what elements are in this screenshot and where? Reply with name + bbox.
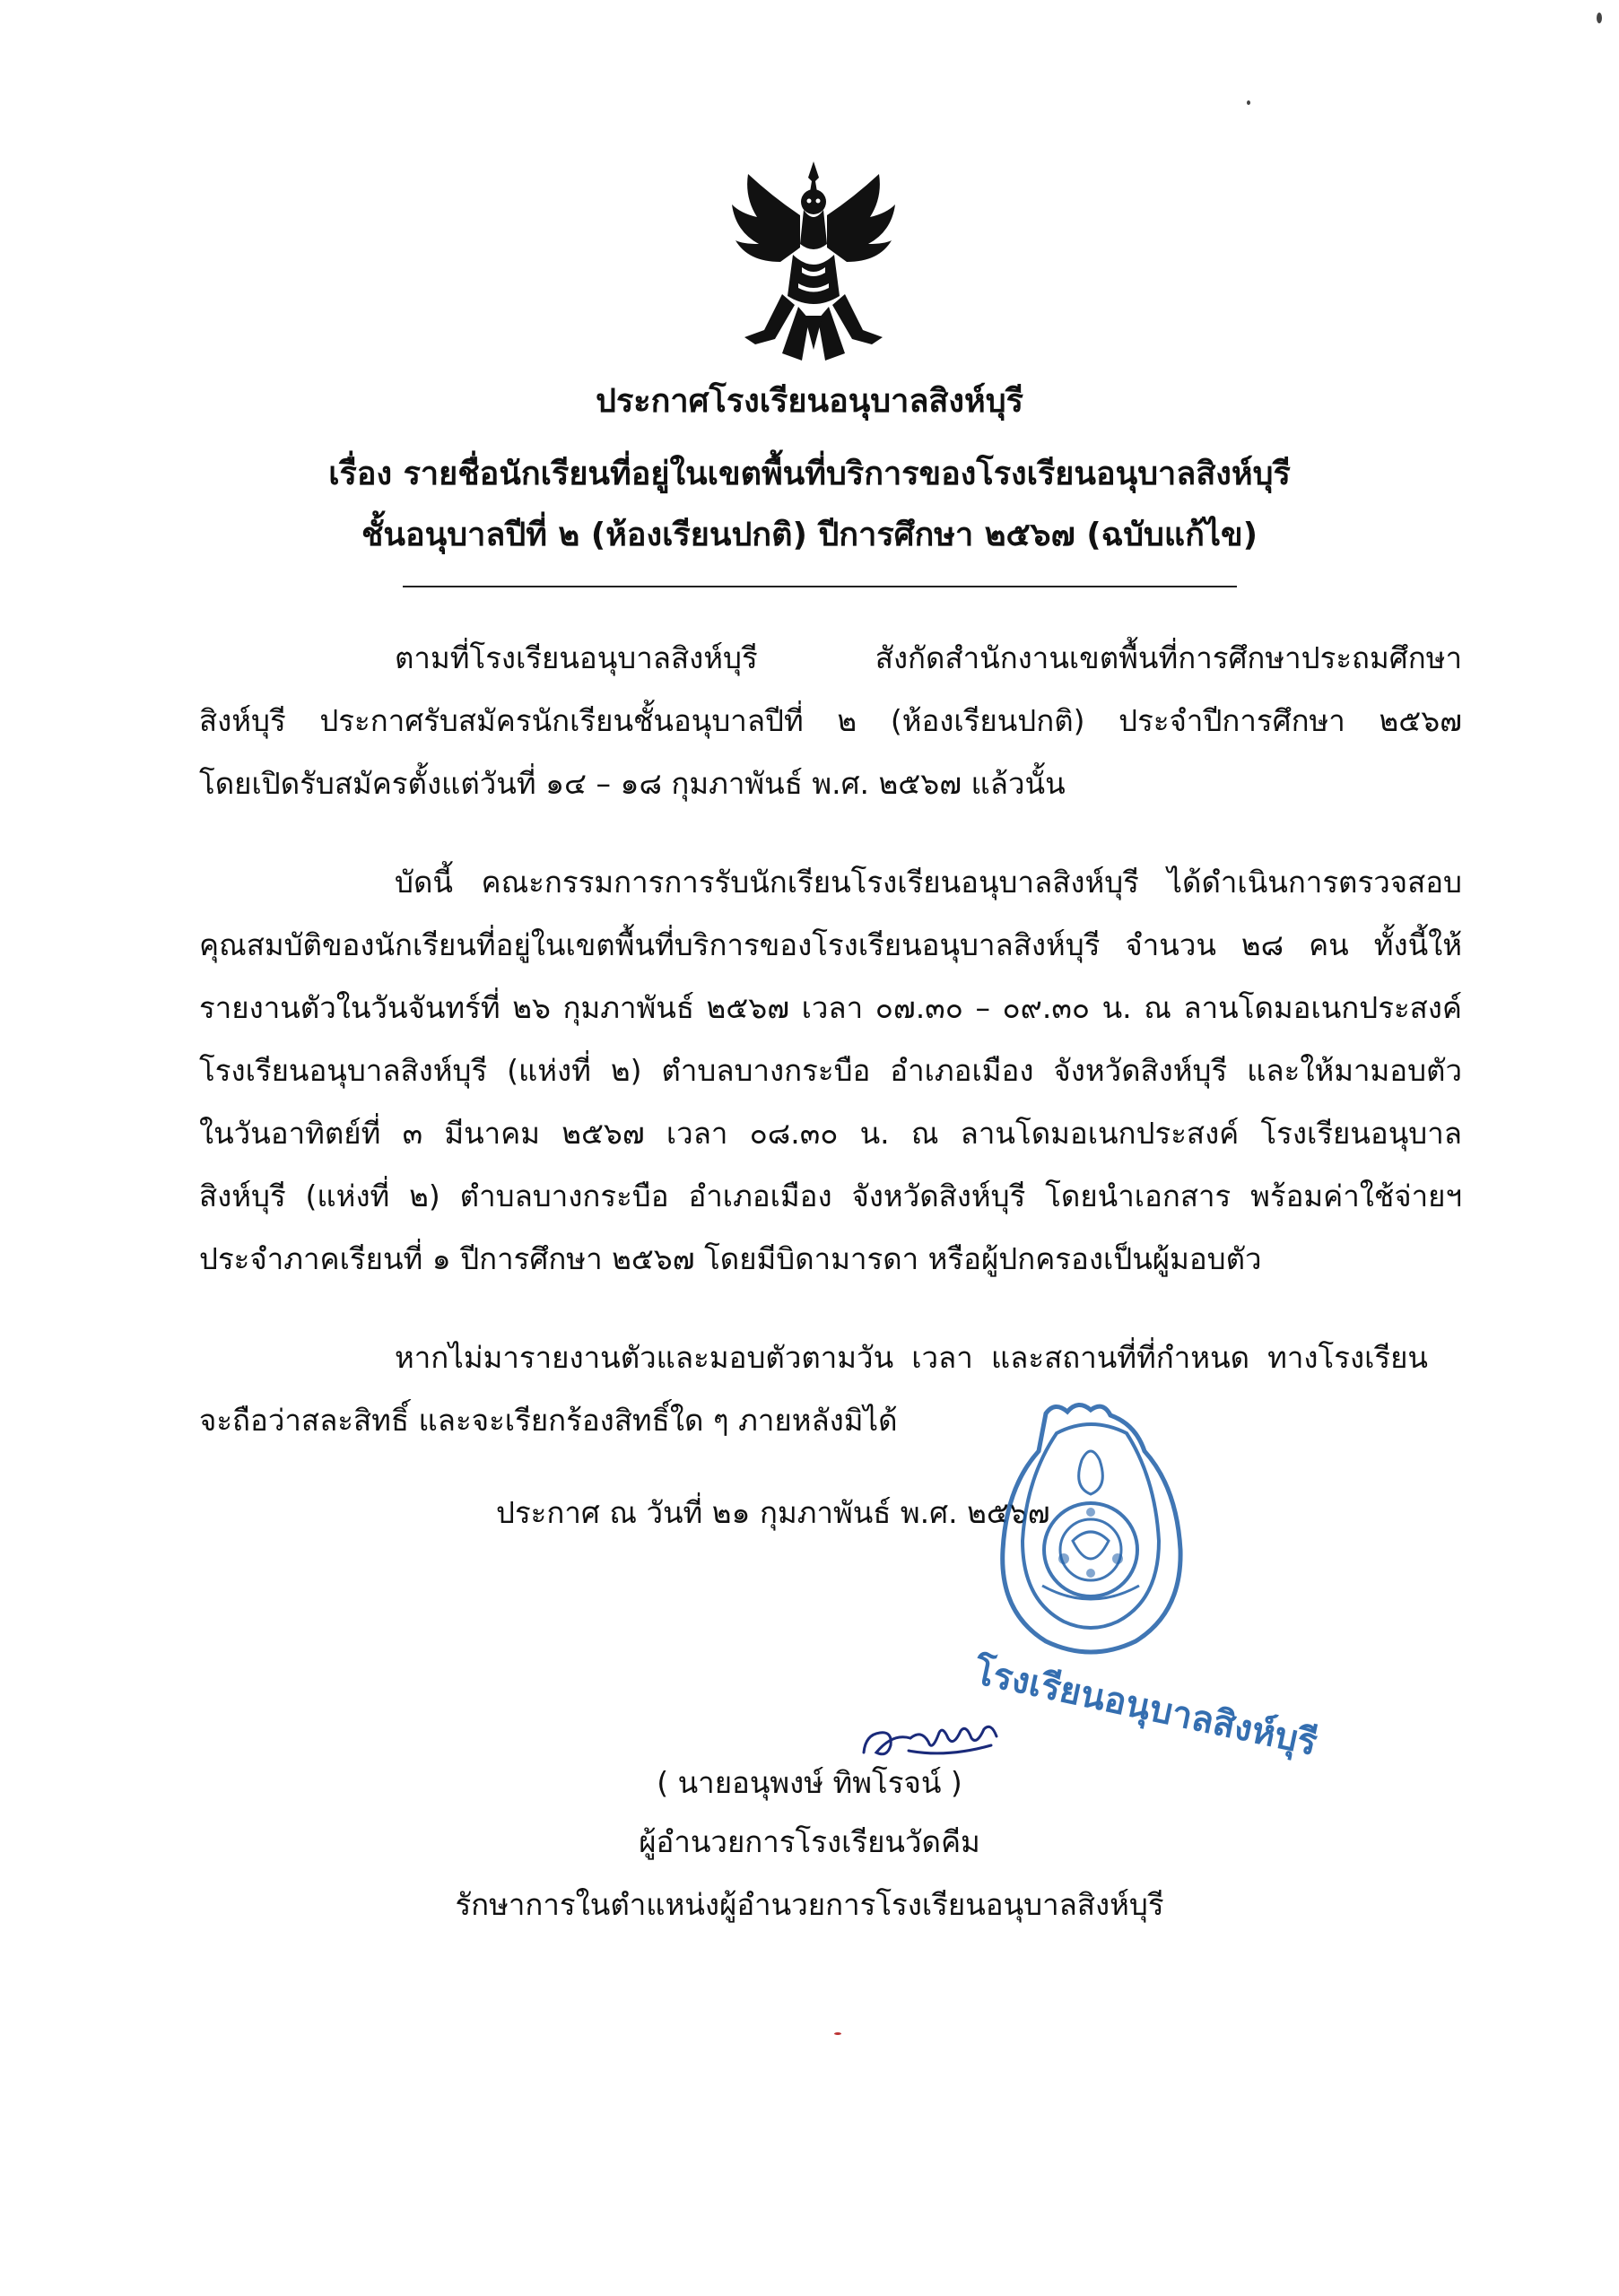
paragraph-2-line-2: คุณสมบัติของนักเรียนที่อยู่ในเขตพื้นที่บริการของโรงเรียนอนุบาลสิงห์บุรี จำนวน ๒๘ คน ทั้งนี้ให้: [199, 927, 1462, 962]
document-subtitle: ชั้นอนุบาลปีที่ ๒ (ห้องเรียนปกติ) ปีการศึกษา ๒๕๖๗ (ฉบับแก้ไข): [361, 517, 1258, 553]
title-divider: [403, 586, 1237, 587]
scan-speck: [1597, 13, 1602, 23]
document-subject: เรื่อง รายชื่อนักเรียนที่อยู่ในเขตพื้นที่บริการของโรงเรียนอนุบาลสิงห์บุรี: [328, 456, 1291, 492]
paragraph-2-line-1: บัดนี้ คณะกรรมการการรับนักเรียนโรงเรียนอนุบาลสิงห์บุรี ได้ดำเนินการตรวจสอบ: [395, 865, 1462, 900]
paragraph-3-line-2: จะถือว่าสละสิทธิ์ และจะเรียกร้องสิทธิ์ใด ๆ ภายหลังมิได้: [199, 1403, 898, 1438]
paragraph-1-line-3: โดยเปิดรับสมัครตั้งแต่วันที่ ๑๔ – ๑๘ กุมภาพันธ์ พ.ศ. ๒๕๖๗ แล้วนั้น: [199, 766, 1066, 801]
paragraph-1-line-1: ตามที่โรงเรียนอนุบาลสิงห์บุรี สังกัดสำนักงานเขตพื้นที่การศึกษาประถมศึกษา: [395, 640, 1462, 675]
announcement-date: ประกาศ ณ วันที่ ๒๑ กุมภาพันธ์ พ.ศ. ๒๕๖๗: [496, 1495, 1050, 1530]
paragraph-2-line-4: โรงเรียนอนุบาลสิงห์บุรี (แห่งที่ ๒) ตำบลบางกระบือ อำเภอเมือง จังหวัดสิงห์บุรี และให้มามอบตัว: [199, 1053, 1462, 1088]
document-title: ประกาศโรงเรียนอนุบาลสิงห์บุรี: [596, 383, 1023, 420]
signer-acting-position: รักษาการในตำแหน่งผู้อำนวยการโรงเรียนอนุบาลสิงห์บุรี: [455, 1887, 1164, 1922]
signature-icon: [857, 1706, 1018, 1769]
signer-name: ( นายอนุพงษ์ ทิพโรจน์ ): [657, 1765, 962, 1800]
paragraph-1-line-2: สิงห์บุรี ประกาศรับสมัครนักเรียนชั้นอนุบาลปีที่ ๒ (ห้องเรียนปกติ) ประจำปีการศึกษา ๒๕๖๗: [199, 703, 1462, 738]
paragraph-2-line-3: รายงานตัวในวันจันทร์ที่ ๒๖ กุมภาพันธ์ ๒๕๖๗ เวลา ๐๗.๓๐ – ๐๙.๓๐ น. ณ ลานโดมอเนกประสงค์: [199, 990, 1462, 1025]
scan-speck: [834, 2032, 841, 2035]
stamp-text: โรงเรียนอนุบาลสิงห์บุรี: [970, 1650, 1321, 1764]
paragraph-2-line-7: ประจำภาคเรียนที่ ๑ ปีการศึกษา ๒๕๖๗ โดยมีบิดามารดา หรือผู้ปกครองเป็นผู้มอบตัว: [199, 1241, 1262, 1276]
school-seal-stamp: [956, 1397, 1321, 1764]
signer-position: ผู้อำนวยการโรงเรียนวัดคีม: [639, 1824, 980, 1859]
garuda-emblem-icon: [728, 161, 899, 368]
scan-speck: [1247, 100, 1250, 105]
paragraph-2-line-5: ในวันอาทิตย์ที่ ๓ มีนาคม ๒๕๖๗ เวลา ๐๘.๓๐ น. ณ ลานโดมอเนกประสงค์ โรงเรียนอนุบาล: [199, 1116, 1462, 1151]
paragraph-2-line-6: สิงห์บุรี (แห่งที่ ๒) ตำบลบางกระบือ อำเภอเมือง จังหวัดสิงห์บุรี โดยนำเอกสาร พร้อมค่าใช้จ่ายฯ: [199, 1178, 1462, 1213]
paragraph-3-line-1: หากไม่มารายงานตัวและมอบตัวตามวัน เวลา และสถานที่ที่กำหนด ทางโรงเรียน: [395, 1340, 1428, 1375]
